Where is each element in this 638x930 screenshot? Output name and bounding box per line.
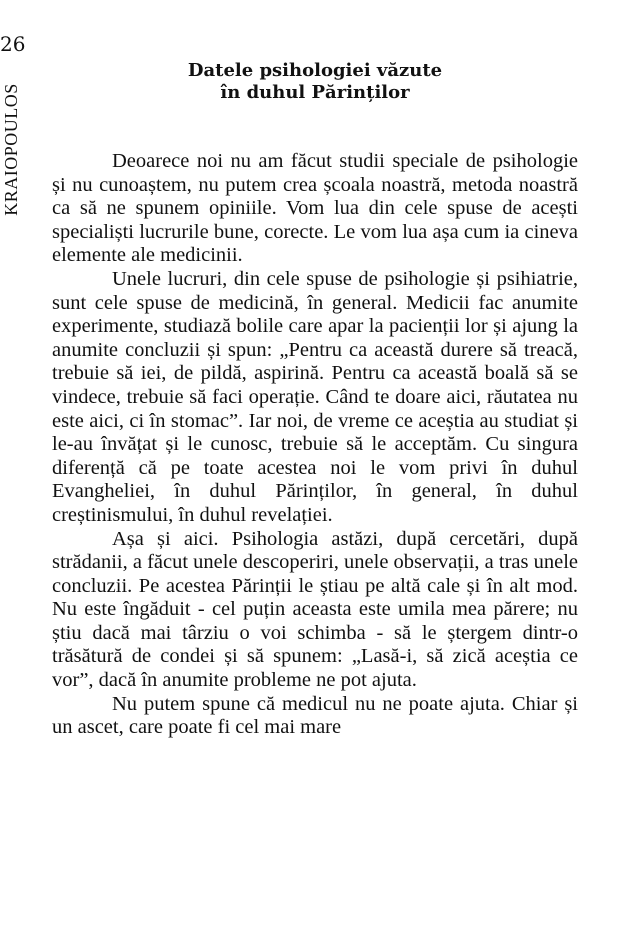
body-text xyxy=(52,150,578,740)
chapter-title-line-2: în duhul Părinților xyxy=(220,82,410,103)
running-head-text: KRAIOPOULOS xyxy=(0,82,21,216)
paragraph: Nu putem spune că medicul nu ne poate ajuta. Chiar și un ascet, care poate fi cel mai mare xyxy=(52,692,578,739)
chapter-title-line-1: Datele psihologiei văzute xyxy=(187,60,443,81)
running-head xyxy=(0,64,22,234)
paragraph: Deoarece noi nu am făcut studii speciale de psihologie și nu cunoaștem, nu putem crea școala noastră, metoda noastră ca să ne spunem opiniile. Vom lua din cele spuse de acești specialiști lucrurile bune, corecte. Le vom lua așa cum ia cineva elemente ale medicinii. xyxy=(52,150,578,267)
page-number: 26 xyxy=(0,32,26,56)
paragraph: Unele lucruri, din cele spuse de psihologie și psihiatrie, sunt cele spuse de medicină, în general. Medicii fac anumite experimente, studiază bolile care apar la pacienții lor și ajung la anumite concluzii și spun: „Pentru ca această durere să treacă, trebuie să iei, de pildă, aspirină. Pentru ca această boală să se vindece, trebuie să faci operație. Când te doare aici, răutatea nu este aici, ci în stomac”. Iar noi, de vreme ce aceștia au studiat și le-au învățat și le cunosc, trebuie să le acceptăm. Cu singura diferență că pe toate acestea noi le vom privi în duhul Evangheliei, în duhul Părinților, în general, în duhul creștinismului, în duhul revelației. xyxy=(52,267,578,526)
chapter-title xyxy=(52,60,578,104)
paragraph: Așa și aici. Psihologia astăzi, după cercetări, după strădanii, a făcut unele descoperiri, unele observații, a tras unele concluzii. Pe acestea Părinții le știau pe altă cale și în alt mod. Nu este îngăduit - cel puțin aceasta este umila mea părere; nu știu dacă mai târziu o voi schimba - să le ștergem dintr-o trăsătură de condei și să spunem: „Lasă-i, să zică aceștia ce vor”, dacă în anumite probleme ne pot ajuta. xyxy=(52,527,578,692)
